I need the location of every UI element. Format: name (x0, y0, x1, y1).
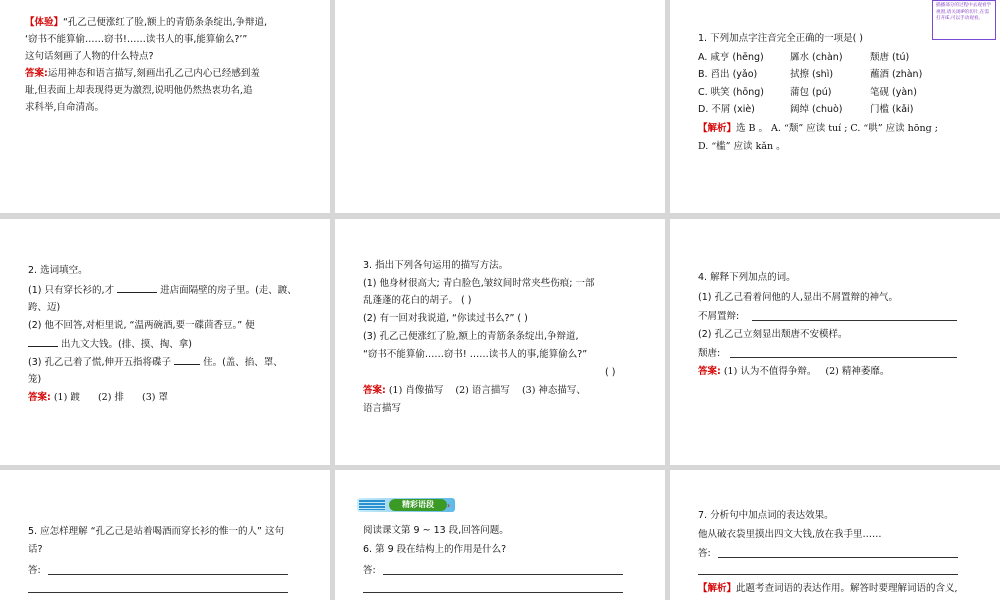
answer-line[interactable] (48, 574, 288, 575)
option-text: B. 舀出 (yǎo) (698, 69, 758, 80)
question-line: 住。(盖、掐、罩、 (203, 357, 283, 368)
term-label: 颓唐: (698, 348, 721, 359)
question-line: “孔乙己便涨红了脸,额上的青筋条条绽出,争辩道, (63, 17, 267, 28)
arrow-icon: › (447, 501, 451, 510)
answer-label: 答案: (25, 68, 48, 79)
question-line: ‘窃书不能算偷……窃书!……读书人的事,能算偷么?’” (25, 34, 248, 45)
option-d[interactable] (698, 101, 755, 118)
question-line: 他从破衣袋里摸出四文大钱,放在我手里…… (698, 529, 882, 540)
question-line: 进店面隔壁的房子里。(走、踱、 (160, 285, 297, 296)
answer-label: 答案: (698, 366, 721, 377)
question-line: (1) 他身材很高大; 青白脸色,皱纹间时常夹些伤痕; 一部 (363, 278, 595, 289)
fill-blank[interactable] (28, 335, 58, 347)
question-line: 6. 第 9 段在结构上的作用是什么? (363, 544, 507, 555)
tag-label: 精彩语段 (389, 499, 447, 511)
option-text: A. 咸亨 (hēng) (698, 52, 764, 63)
option-text: 颓唐 (tú) (870, 52, 910, 63)
option-text: 蘸酒 (zhàn) (870, 69, 923, 80)
answer-label: 答案: (28, 392, 51, 403)
option-text: 阔绰 (chuò) (790, 104, 843, 115)
question-line: “窃书不能算偷……窃书! ……读书人的事,能算偷么?” (363, 349, 588, 360)
question-line: (3) 孔乙己便涨红了脸,额上的青筋条条绽出,争辩道, (363, 331, 579, 342)
question-title: 7. 分析句中加点词的表达效果。 (698, 510, 834, 521)
answer-prompt: 答: (363, 565, 376, 576)
question-line: (2) 孔乙己立刻显出颓唐不安模样。 (698, 329, 848, 340)
analysis-text: 选 B 。 A. “颓” 应读 tuí ; C. “哄” 应读 hōng ; (736, 123, 938, 134)
tip-note: 插播部分的过程中去观看学视窗,请关闭IP的切片,在需打开IE,可以手动观看。 (932, 0, 996, 40)
slide-5[interactable] (335, 219, 665, 465)
answer-line[interactable] (383, 574, 623, 575)
question-line: (2) 有一回对我说道, “你读过书么?” ( ) (363, 313, 528, 324)
question-line: (3) 孔乙己着了慌,伸开五指将碟子 (28, 357, 171, 368)
analysis-text: D. “槛” 应读 kǎn 。 (698, 141, 786, 152)
slide-9[interactable] (670, 470, 1000, 600)
option-text: C. 哄笑 (hōng) (698, 87, 764, 98)
answer-text: 运用神态和语言描写,刻画出孔乙己内心已经感到羞 (47, 68, 260, 79)
fill-blank[interactable] (174, 353, 200, 365)
answer-text: 求科举,自命清高。 (25, 102, 105, 113)
answer-text: (1) 踱 (2) 排 (3) 罩 (53, 392, 169, 403)
question-line: (1) 孔乙己看着问他的人,显出不屑置辩的神气。 (698, 292, 898, 303)
question-line: 话? (28, 544, 43, 555)
question-line: 5. 应怎样理解 “孔乙己是站着喝酒而穿长衫的惟一的人” 这句 (28, 526, 284, 537)
option-text: 拭擦 (shì) (790, 69, 834, 80)
fill-blank[interactable] (117, 281, 157, 293)
option-a[interactable] (698, 49, 764, 66)
answer-line[interactable] (752, 320, 957, 321)
question-line: (1) 只有穿长衫的,才 (28, 285, 114, 296)
instruction-line: 阅读课文第 9 ~ 13 段,回答问题。 (363, 525, 509, 536)
answer-line[interactable] (730, 357, 957, 358)
option-b[interactable] (698, 66, 757, 83)
option-c[interactable] (698, 84, 764, 101)
answer-label: 答案: (363, 385, 386, 396)
option-text: 羼水 (chàn) (790, 52, 843, 63)
analysis-label: 【解析】 (698, 583, 737, 594)
answer-line[interactable] (698, 574, 958, 575)
slide-7[interactable] (0, 470, 330, 600)
answer-line[interactable] (363, 592, 623, 593)
question-line: 这句话刻画了人物的什么特点? (25, 51, 154, 62)
option-text: D. 不屑 (xiè) (698, 104, 755, 115)
slide-8[interactable] (335, 470, 665, 600)
slide-1[interactable] (0, 0, 330, 213)
answer-text: (1) 认为不值得争辩。 (2) 精神萎靡。 (723, 366, 890, 377)
slide-4[interactable] (0, 219, 330, 465)
answer-paren: ( ) (605, 367, 616, 378)
answer-text: 耻,但表面上却表现得更为激烈,说明他仍然热衷功名,追 (25, 85, 253, 96)
answer-text: 语言描写 (363, 403, 402, 414)
section-tag (357, 496, 455, 514)
answer-prompt: 答: (698, 548, 711, 559)
answer-line[interactable] (28, 592, 288, 593)
analysis-text: 此题考查词语的表达作用。解答时要理解词语的含义, (736, 583, 958, 594)
term-label: 不屑置辩: (698, 311, 740, 322)
question-title: 4. 解释下列加点的词。 (698, 272, 796, 283)
option-text: 笔砚 (yàn) (870, 87, 917, 98)
answer-text: (1) 肖像描写 (2) 语言描写 (3) 神态描写、 (388, 385, 586, 396)
question-line: 出九文大钱。(排、摸、掏、拿) (61, 339, 192, 350)
question-title: 1. 下列加点字注音完全正确的一项是( ) (698, 33, 864, 44)
slide-6[interactable] (670, 219, 1000, 465)
tiyan-tag: 【体验】 (25, 17, 64, 28)
question-title: 3. 指出下列各句运用的描写方法。 (363, 260, 509, 271)
question-line: (2) 他不回答,对柜里说, “温两碗酒,要一碟茴香豆。” 便 (28, 320, 255, 331)
analysis-label: 【解析】 (698, 123, 737, 134)
slide-2[interactable] (335, 0, 665, 213)
question-title: 2. 选词填空。 (28, 265, 88, 276)
question-line: 笼) (28, 374, 42, 385)
answer-prompt: 答: (28, 565, 41, 576)
stack-icon (359, 500, 385, 510)
option-text: 门槛 (kǎi) (870, 104, 914, 115)
question-line: 跨、迈) (28, 302, 61, 313)
answer-line[interactable] (718, 557, 958, 558)
slide-3[interactable] (670, 0, 1000, 213)
option-text: 蒲包 (pú) (790, 87, 832, 98)
question-line: 乱蓬蓬的花白的胡子。 ( ) (363, 295, 472, 306)
